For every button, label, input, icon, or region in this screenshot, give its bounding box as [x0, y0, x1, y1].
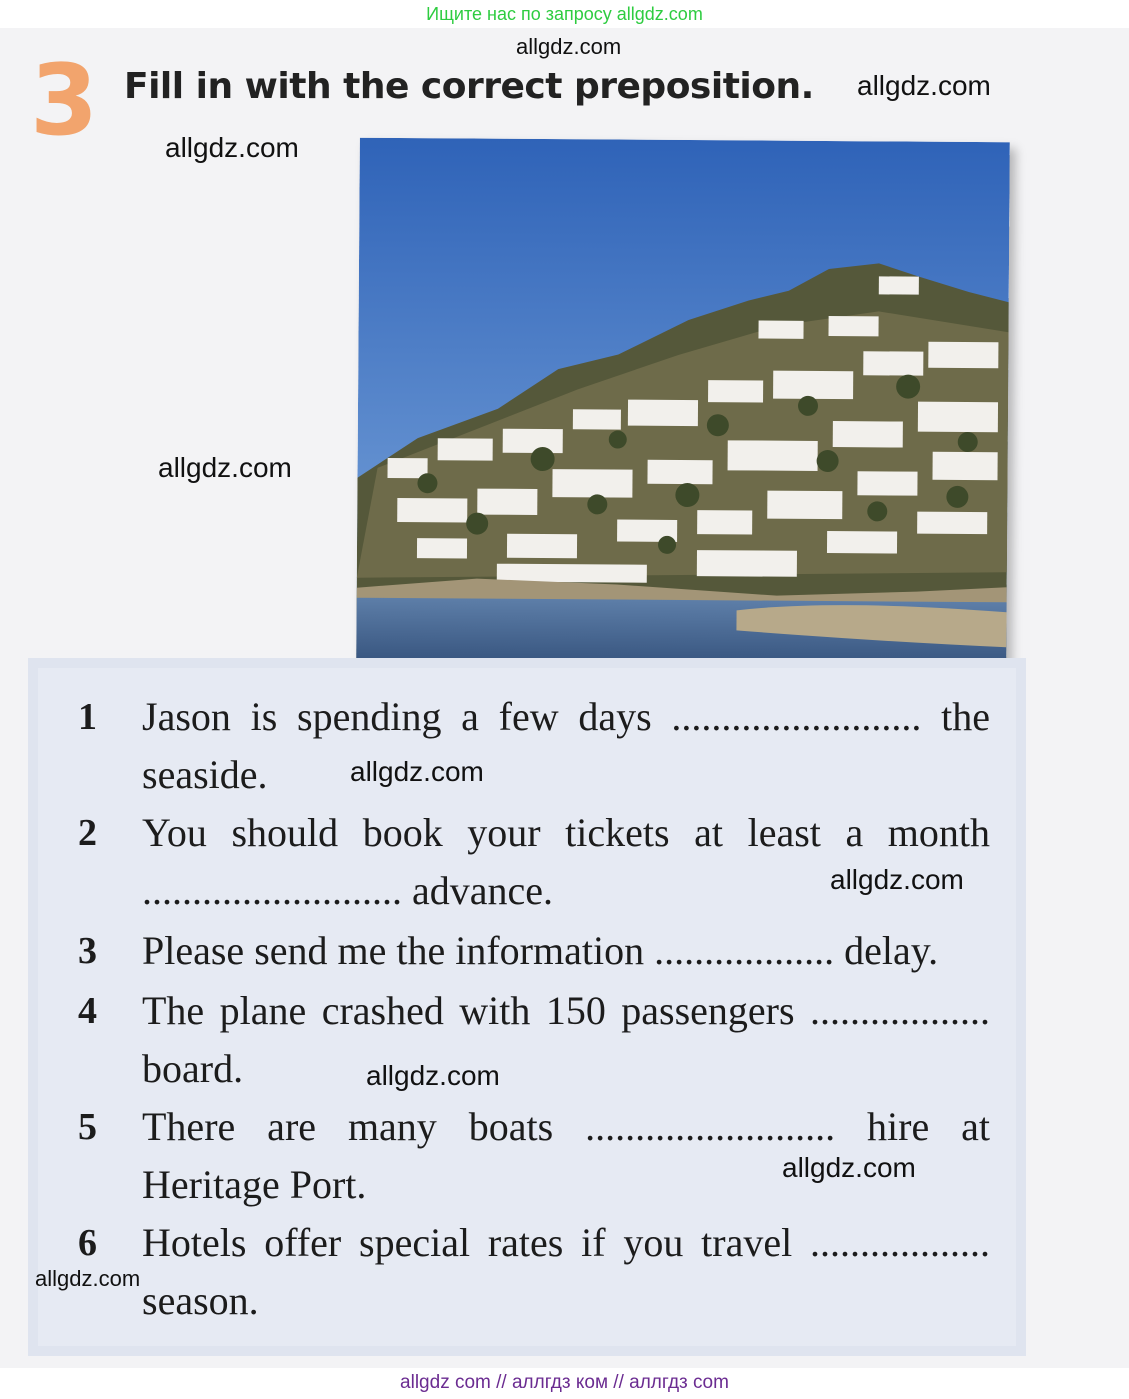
watermark: allgdz.com	[830, 864, 964, 895]
footer-links[interactable]: allgdz com // аллгдз ком // аллгдз com	[0, 1368, 1129, 1399]
watermark: allgdz.com	[516, 34, 622, 59]
coastal-town-illustration	[356, 138, 1010, 675]
question-number: 2	[78, 812, 97, 854]
question-number: 5	[78, 1106, 97, 1148]
question-text: The plane crashed with 150 passengers .................. board.	[142, 988, 990, 1091]
watermark: allgdz.com	[35, 1266, 141, 1291]
top-banner[interactable]: Ищите нас по запросу allgdz.com	[426, 4, 703, 24]
question-number: 3	[78, 930, 97, 972]
watermark: allgdz.com	[782, 1152, 916, 1183]
question-number: 6	[78, 1222, 97, 1264]
question-text: You should book your tickets at least a month .......................... advance.	[142, 810, 990, 913]
question-number: 4	[78, 990, 97, 1032]
watermark: allgdz.com	[857, 70, 991, 101]
question-text: Please send me the information .................. delay.	[142, 928, 939, 973]
question-number: 1	[78, 696, 97, 738]
question-1	[78, 688, 990, 804]
question-3	[78, 922, 990, 980]
watermark: allgdz.com	[165, 132, 299, 163]
watermark: allgdz.com	[350, 756, 484, 787]
watermark: allgdz.com	[158, 452, 292, 483]
coastal-town-photo	[356, 138, 1010, 675]
watermark: allgdz.com	[366, 1060, 500, 1091]
question-6	[78, 1214, 990, 1330]
exercise-number: 3	[30, 44, 97, 158]
question-text: Jason is spending a few days ......................... the seaside.	[142, 694, 990, 797]
question-4	[78, 982, 990, 1098]
question-2	[78, 804, 990, 920]
question-text: Hotels offer special rates if you travel .................. season.	[142, 1220, 990, 1323]
exercise-title: Fill in with the correct preposition.	[124, 66, 814, 107]
question-text: There are many boats ......................... hire at Heritage Port.	[142, 1104, 990, 1207]
